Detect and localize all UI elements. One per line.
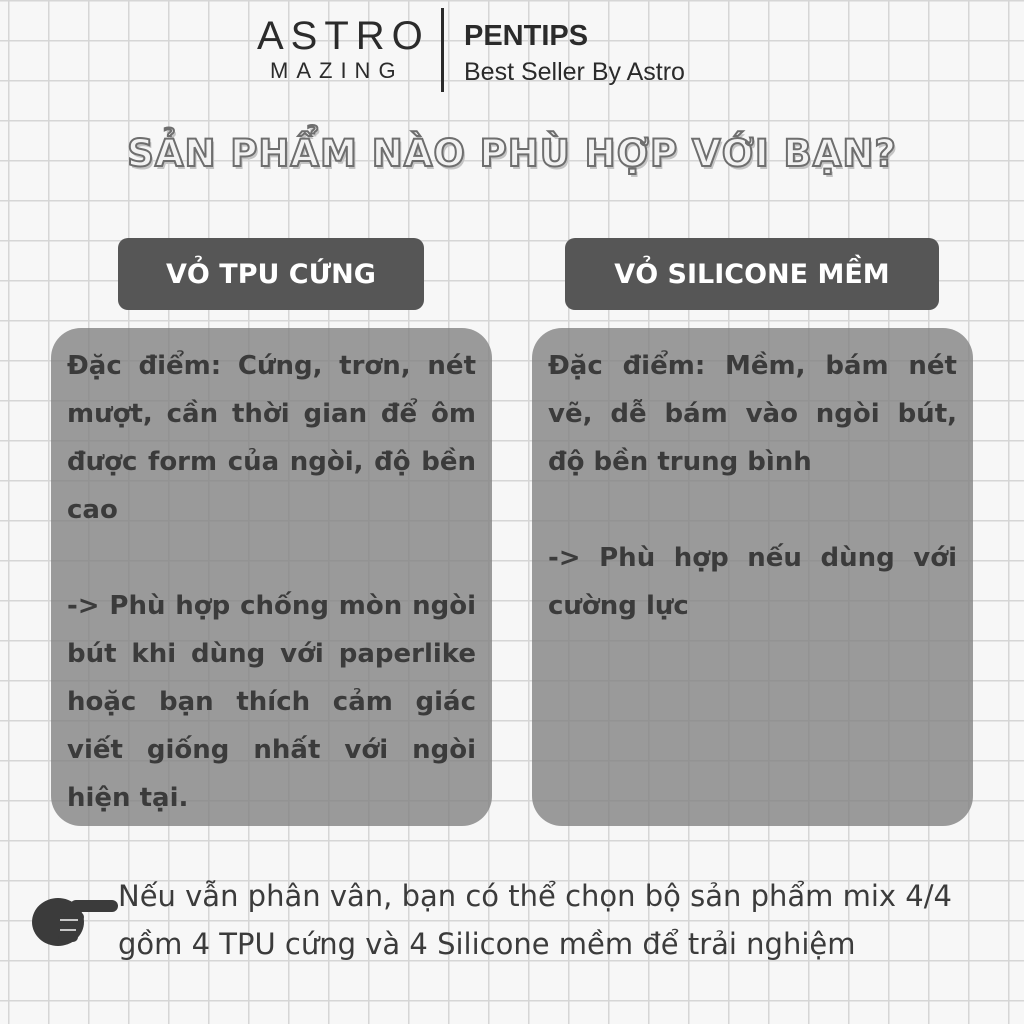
logo-subword: MAZING [270, 58, 404, 83]
brand-name: PENTIPS [464, 20, 589, 52]
option-recommendation: -> Phù hợp chống mòn ngòi bút khi dùng với paperlike hoặc bạn thích cảm giác viết giống nhất với ngòi hiện tại. [67, 591, 476, 813]
option-card-silicone [532, 328, 973, 826]
brand-tagline: Best Seller By Astro [464, 58, 685, 86]
option-card-tpu [51, 328, 492, 826]
header-divider [441, 8, 444, 92]
option-label-tpu: VỎ TPU CỨNG [118, 238, 424, 310]
pointing-hand-icon [30, 884, 120, 954]
option-features: Đặc điểm: Mềm, bám nét vẽ, dễ bám vào ngòi bút, độ bền trung bình [548, 351, 957, 477]
option-recommendation: -> Phù hợp nếu dùng với cường lực [548, 543, 957, 621]
logo-wordmark: ASTRO [257, 14, 430, 58]
page-title: SẢN PHẨM NÀO PHÙ HỢP VỚI BẠN? [127, 132, 897, 175]
option-features: Đặc điểm: Cứng, trơn, nét mượt, cần thời gian để ôm được form của ngòi, độ bền cao [67, 351, 476, 525]
footer-note: Nếu vẫn phân vân, bạn có thể chọn bộ sản phẩm mix 4/4 gồm 4 TPU cứng và 4 Silicone mềm để trải nghiệm [118, 879, 952, 961]
brand-header [0, 8, 1024, 98]
option-label-silicone: VỎ SILICONE MỀM [565, 238, 939, 310]
